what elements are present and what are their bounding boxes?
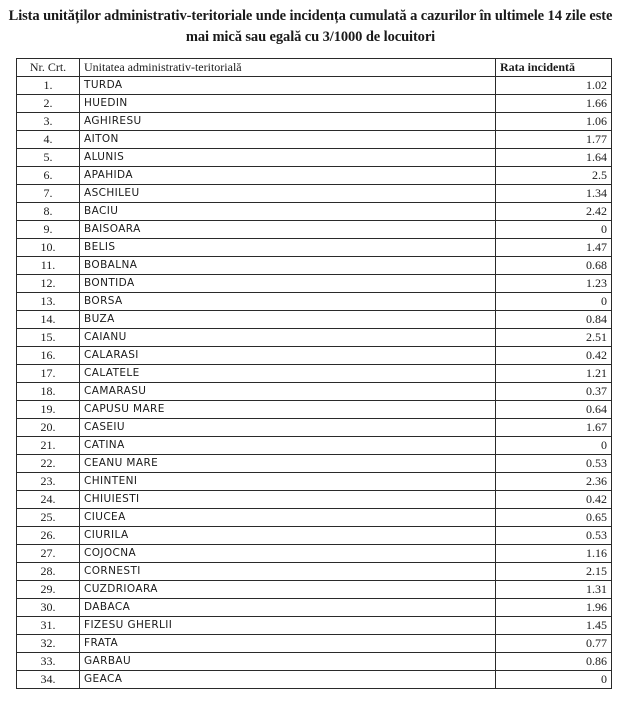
- row-rate: 1.23: [496, 275, 612, 293]
- row-number: 3.: [17, 113, 80, 131]
- table-row: [17, 293, 612, 311]
- table-row: [17, 545, 612, 563]
- row-number: 26.: [17, 527, 80, 545]
- row-number: 31.: [17, 617, 80, 635]
- row-rate: 0.64: [496, 401, 612, 419]
- row-rate: 0: [496, 437, 612, 455]
- row-number: 27.: [17, 545, 80, 563]
- row-number: 13.: [17, 293, 80, 311]
- row-number: 28.: [17, 563, 80, 581]
- row-unit-name: APAHIDA: [80, 167, 496, 185]
- row-rate: 0.53: [496, 455, 612, 473]
- row-rate: 1.34: [496, 185, 612, 203]
- table-row: [17, 347, 612, 365]
- row-unit-name: CAPUSU MARE: [80, 401, 496, 419]
- row-unit-name: CEANU MARE: [80, 455, 496, 473]
- row-number: 19.: [17, 401, 80, 419]
- row-rate: 0: [496, 221, 612, 239]
- row-number: 23.: [17, 473, 80, 491]
- row-rate: 0: [496, 293, 612, 311]
- table-row: [17, 599, 612, 617]
- row-rate: 2.5: [496, 167, 612, 185]
- row-rate: 1.21: [496, 365, 612, 383]
- row-unit-name: CATINA: [80, 437, 496, 455]
- row-number: 2.: [17, 95, 80, 113]
- row-unit-name: CALARASI: [80, 347, 496, 365]
- table-row: [17, 491, 612, 509]
- header-rate: Rata incidentă: [496, 59, 612, 77]
- row-number: 29.: [17, 581, 80, 599]
- row-rate: 0.37: [496, 383, 612, 401]
- table-row: [17, 329, 612, 347]
- title-line-2: mai mică sau egală cu 3/1000 de locuitori: [185, 29, 436, 45]
- row-number: 18.: [17, 383, 80, 401]
- row-number: 10.: [17, 239, 80, 257]
- row-unit-name: FIZESU GHERLII: [80, 617, 496, 635]
- row-rate: 0: [496, 671, 612, 689]
- table-row: [17, 653, 612, 671]
- row-number: 9.: [17, 221, 80, 239]
- row-unit-name: CORNESTI: [80, 563, 496, 581]
- row-rate: 1.06: [496, 113, 612, 131]
- row-rate: 1.47: [496, 239, 612, 257]
- header-unit: Unitatea administrativ-teritorială: [80, 59, 496, 77]
- table-row: [17, 401, 612, 419]
- row-rate: 2.42: [496, 203, 612, 221]
- row-unit-name: CALATELE: [80, 365, 496, 383]
- table-row: [17, 113, 612, 131]
- row-rate: 1.16: [496, 545, 612, 563]
- table-row: [17, 257, 612, 275]
- row-number: 14.: [17, 311, 80, 329]
- table-row: [17, 437, 612, 455]
- row-rate: 2.51: [496, 329, 612, 347]
- row-unit-name: BORSA: [80, 293, 496, 311]
- row-number: 15.: [17, 329, 80, 347]
- row-unit-name: BACIU: [80, 203, 496, 221]
- row-rate: 1.66: [496, 95, 612, 113]
- table-row: [17, 617, 612, 635]
- row-number: 4.: [17, 131, 80, 149]
- row-unit-name: ALUNIS: [80, 149, 496, 167]
- row-number: 7.: [17, 185, 80, 203]
- table-row: [17, 671, 612, 689]
- table-row: [17, 365, 612, 383]
- table-row: [17, 509, 612, 527]
- table-row: [17, 275, 612, 293]
- row-number: 30.: [17, 599, 80, 617]
- row-rate: 1.96: [496, 599, 612, 617]
- table-row: [17, 167, 612, 185]
- row-number: 1.: [17, 77, 80, 95]
- table-row: [17, 185, 612, 203]
- row-number: 8.: [17, 203, 80, 221]
- table-row: [17, 221, 612, 239]
- row-unit-name: CASEIU: [80, 419, 496, 437]
- table-row: [17, 131, 612, 149]
- row-unit-name: BONTIDA: [80, 275, 496, 293]
- row-number: 11.: [17, 257, 80, 275]
- row-unit-name: BOBALNA: [80, 257, 496, 275]
- row-unit-name: BUZA: [80, 311, 496, 329]
- row-unit-name: ASCHILEU: [80, 185, 496, 203]
- row-rate: 0.65: [496, 509, 612, 527]
- row-unit-name: DABACA: [80, 599, 496, 617]
- row-number: 6.: [17, 167, 80, 185]
- table-row: [17, 635, 612, 653]
- row-number: 17.: [17, 365, 80, 383]
- row-unit-name: CHIUIESTI: [80, 491, 496, 509]
- row-number: 34.: [17, 671, 80, 689]
- table-row: [17, 311, 612, 329]
- row-rate: 0.86: [496, 653, 612, 671]
- row-number: 21.: [17, 437, 80, 455]
- table-row: [17, 239, 612, 257]
- row-unit-name: CHINTENI: [80, 473, 496, 491]
- table-row: [17, 581, 612, 599]
- row-number: 16.: [17, 347, 80, 365]
- table-row: [17, 419, 612, 437]
- header-nr-crt: Nr. Crt.: [17, 59, 80, 77]
- row-rate: 0.42: [496, 347, 612, 365]
- table-row: [17, 95, 612, 113]
- row-unit-name: GARBAU: [80, 653, 496, 671]
- row-unit-name: CAMARASU: [80, 383, 496, 401]
- row-rate: 2.36: [496, 473, 612, 491]
- row-rate: 0.53: [496, 527, 612, 545]
- table-row: [17, 473, 612, 491]
- row-rate: 1.64: [496, 149, 612, 167]
- table-row: [17, 563, 612, 581]
- row-unit-name: BELIS: [80, 239, 496, 257]
- table-row: [17, 527, 612, 545]
- table-header-row: [17, 59, 612, 77]
- table-row: [17, 149, 612, 167]
- title-line-1: Lista unităților administrativ-teritoriale unde incidența cumulată a cazurilor în ultimele 14 zile este: [8, 8, 613, 24]
- row-rate: 1.77: [496, 131, 612, 149]
- row-number: 24.: [17, 491, 80, 509]
- row-unit-name: CIURILA: [80, 527, 496, 545]
- row-unit-name: FRATA: [80, 635, 496, 653]
- row-number: 22.: [17, 455, 80, 473]
- page-title: [0, 6, 621, 48]
- row-rate: 0.42: [496, 491, 612, 509]
- row-number: 32.: [17, 635, 80, 653]
- row-number: 33.: [17, 653, 80, 671]
- row-rate: 0.77: [496, 635, 612, 653]
- row-unit-name: COJOCNA: [80, 545, 496, 563]
- row-unit-name: CAIANU: [80, 329, 496, 347]
- row-unit-name: AGHIRESU: [80, 113, 496, 131]
- table-row: [17, 383, 612, 401]
- table-row: [17, 455, 612, 473]
- row-unit-name: BAISOARA: [80, 221, 496, 239]
- row-unit-name: AITON: [80, 131, 496, 149]
- row-unit-name: CIUCEA: [80, 509, 496, 527]
- row-unit-name: TURDA: [80, 77, 496, 95]
- row-rate: 0.84: [496, 311, 612, 329]
- row-rate: 1.67: [496, 419, 612, 437]
- table-row: [17, 203, 612, 221]
- row-rate: 0.68: [496, 257, 612, 275]
- row-number: 12.: [17, 275, 80, 293]
- row-number: 20.: [17, 419, 80, 437]
- incidence-table: [16, 58, 612, 689]
- table-row: [17, 77, 612, 95]
- row-unit-name: CUZDRIOARA: [80, 581, 496, 599]
- row-rate: 1.31: [496, 581, 612, 599]
- row-unit-name: GEACA: [80, 671, 496, 689]
- row-rate: 2.15: [496, 563, 612, 581]
- row-rate: 1.45: [496, 617, 612, 635]
- row-number: 25.: [17, 509, 80, 527]
- row-number: 5.: [17, 149, 80, 167]
- row-unit-name: HUEDIN: [80, 95, 496, 113]
- row-rate: 1.02: [496, 77, 612, 95]
